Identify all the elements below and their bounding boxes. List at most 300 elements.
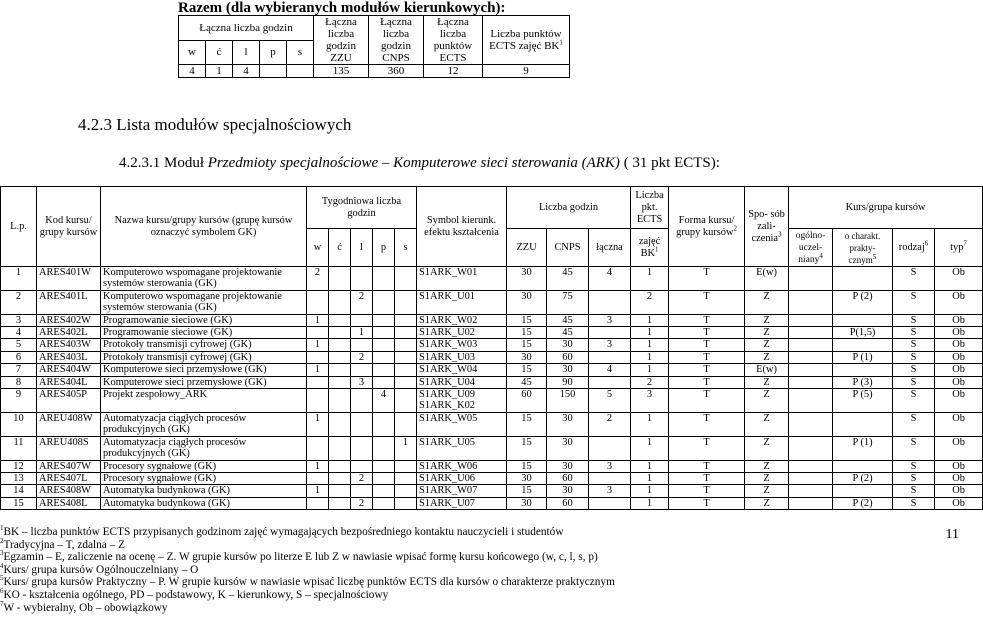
cell-ogol [789, 327, 833, 339]
cell-c [329, 314, 351, 326]
cell-sposob: E(w) [745, 267, 789, 291]
cell-sposob: Z [745, 472, 789, 484]
cell-s [395, 497, 417, 509]
cell-cnps: 45 [547, 267, 589, 291]
header-ects: Liczba pkt. ECTS [631, 187, 669, 229]
cell-ogol [789, 412, 833, 436]
cell-forma: T [669, 351, 745, 363]
cell-rodzaj: S [893, 485, 935, 497]
cell-laczna [589, 497, 631, 509]
summary-value: 360 [369, 65, 424, 78]
summary-header-zzu: Łączna liczba godzin ZZU [314, 16, 369, 65]
cell-nazwa: Automatyka budynkowa (GK) [101, 485, 307, 497]
summary-value: 4 [233, 65, 260, 78]
cell-l [351, 460, 373, 472]
cell-kod: ARES407L [37, 472, 101, 484]
cell-p [373, 436, 395, 460]
cell-sposob: Z [745, 412, 789, 436]
cell-cnps: 30 [547, 339, 589, 351]
cell-ogol [789, 351, 833, 363]
cell-rodzaj: S [893, 267, 935, 291]
cell-bk: 1 [631, 327, 669, 339]
cell-kod: ARES407W [37, 460, 101, 472]
cell-symbol: S1ARK_U01 [417, 290, 507, 314]
cell-nazwa: Komputerowo wspomagane projektowanie systemów sterowania (GK) [101, 267, 307, 291]
cell-rodzaj: S [893, 327, 935, 339]
cell-cnps: 30 [547, 364, 589, 376]
cell-zzu: 15 [507, 327, 547, 339]
cell-nazwa: Automatyka budynkowa (GK) [101, 497, 307, 509]
cell-cnps: 30 [547, 485, 589, 497]
summary-value [260, 65, 287, 78]
header-p: p [373, 229, 395, 267]
cell-zzu: 15 [507, 485, 547, 497]
cell-zzu: 15 [507, 364, 547, 376]
cell-forma: T [669, 376, 745, 388]
summary-value: 135 [314, 65, 369, 78]
cell-kod: ARES405P [37, 389, 101, 413]
cell-c [329, 364, 351, 376]
summary-header-cnps: Łączna liczba godzin CNPS [369, 16, 424, 65]
cell-nazwa: Programowanie sieciowe (GK) [101, 314, 307, 326]
cell-zzu: 30 [507, 497, 547, 509]
cell-zzu: 30 [507, 290, 547, 314]
cell-ogol [789, 472, 833, 484]
cell-forma: T [669, 436, 745, 460]
footnote-3: $^3$Egzamin – E, zaliczenie na ocenę – Z. W grupie kursów po literze E lub Z w nawiasie wpisać formę kursu końcowego (w, c, l, s, p) [0, 549, 598, 564]
summary-value: 9 [483, 65, 570, 78]
cell-prakt [833, 339, 893, 351]
cell-l [351, 364, 373, 376]
cell-ogol [789, 485, 833, 497]
cell-kod: ARES404W [37, 364, 101, 376]
header-kod: Kod kursu/ grupy kursów [37, 187, 101, 267]
cell-cnps: 45 [547, 314, 589, 326]
cell-p [373, 351, 395, 363]
cell-typ: Ob [935, 436, 983, 460]
cell-lp: 4 [1, 327, 37, 339]
cell-l [351, 436, 373, 460]
cell-s [395, 460, 417, 472]
cell-rodzaj: S [893, 351, 935, 363]
cell-laczna [589, 376, 631, 388]
cell-w: 1 [307, 460, 329, 472]
cell-cnps: 150 [547, 389, 589, 413]
cell-prakt [833, 485, 893, 497]
cell-w [307, 436, 329, 460]
footnote-7: $^7$W - wybieralny, Ob – obowiązkowy [0, 599, 168, 614]
cell-l [351, 267, 373, 291]
cell-w: 1 [307, 314, 329, 326]
cell-sposob: Z [745, 436, 789, 460]
cell-kod: ARES402W [37, 314, 101, 326]
header-zzu: ZZU [507, 229, 547, 267]
cell-forma: T [669, 327, 745, 339]
cell-prakt [833, 267, 893, 291]
cell-nazwa: Automatyzacja ciągłych procesów produkcyjnych (GK) [101, 436, 307, 460]
cell-sposob: Z [745, 351, 789, 363]
cell-kod: AREU408W [37, 412, 101, 436]
cell-bk: 1 [631, 267, 669, 291]
cell-kod: ARES401L [37, 290, 101, 314]
cell-rodzaj: S [893, 389, 935, 413]
cell-bk: 1 [631, 497, 669, 509]
header-godzin: Liczba godzin [507, 187, 631, 229]
cell-cnps: 45 [547, 327, 589, 339]
cell-sposob: Z [745, 314, 789, 326]
cell-laczna: 4 [589, 364, 631, 376]
cell-c [329, 290, 351, 314]
cell-cnps: 30 [547, 436, 589, 460]
cell-lp: 14 [1, 485, 37, 497]
cell-forma: T [669, 485, 745, 497]
cell-s [395, 472, 417, 484]
cell-forma: T [669, 364, 745, 376]
cell-w: 1 [307, 412, 329, 436]
cell-prakt: P (2) [833, 472, 893, 484]
cell-s [395, 351, 417, 363]
cell-forma: T [669, 290, 745, 314]
cell-symbol: S1ARK_U06 [417, 472, 507, 484]
cell-zzu: 15 [507, 460, 547, 472]
footnote-5: $^5$Kurs/ grupa kursów Praktyczny – P. W grupie kursów w nawiasie wpisać liczbę punktów ECTS dla kursów o charakterze praktycznym [0, 574, 615, 589]
cell-rodzaj: S [893, 364, 935, 376]
cell-laczna: 3 [589, 460, 631, 472]
header-tyg: Tygodniowa liczba godzin [307, 187, 417, 229]
cell-typ: Ob [935, 314, 983, 326]
summary-header-total: Łączna liczba godzin [179, 16, 314, 41]
cell-forma: T [669, 389, 745, 413]
cell-w [307, 497, 329, 509]
summary-table [178, 15, 570, 78]
cell-lp: 2 [1, 290, 37, 314]
cell-sposob: Z [745, 485, 789, 497]
cell-cnps: 30 [547, 412, 589, 436]
cell-sposob: Z [745, 460, 789, 472]
cell-s [395, 290, 417, 314]
cell-s [395, 267, 417, 291]
cell-laczna: 4 [589, 267, 631, 291]
summary-value: 4 [179, 65, 206, 78]
cell-p [373, 290, 395, 314]
cell-prakt: P (5) [833, 389, 893, 413]
cell-c [329, 376, 351, 388]
table-row [1, 351, 983, 363]
cell-symbol: S1ARK_W06 [417, 460, 507, 472]
cell-nazwa: Programowanie sieciowe (GK) [101, 327, 307, 339]
table-row [1, 472, 983, 484]
cell-sposob: Z [745, 339, 789, 351]
cell-bk: 1 [631, 472, 669, 484]
cell-lp: 15 [1, 497, 37, 509]
cell-s [395, 364, 417, 376]
cell-symbol: S1ARK_U04 [417, 376, 507, 388]
cell-rodzaj: S [893, 290, 935, 314]
table-row [1, 497, 983, 509]
cell-kod: ARES401W [37, 267, 101, 291]
cell-ogol [789, 314, 833, 326]
cell-sposob: Z [745, 327, 789, 339]
cell-kod: ARES404L [37, 376, 101, 388]
cell-zzu: 60 [507, 389, 547, 413]
cell-typ: Ob [935, 389, 983, 413]
cell-kod: ARES403L [37, 351, 101, 363]
header-sposob: Spo- sób zali- czenia$^3$ [745, 187, 789, 267]
cell-forma: T [669, 339, 745, 351]
summary-header-ects: Łączna liczba punktów ECTS [424, 16, 483, 65]
cell-forma: T [669, 267, 745, 291]
cell-symbol: S1ARK_W07 [417, 485, 507, 497]
cell-prakt: P (1) [833, 351, 893, 363]
cell-l: 3 [351, 376, 373, 388]
table-row [1, 364, 983, 376]
cell-rodzaj: S [893, 339, 935, 351]
cell-laczna: 3 [589, 339, 631, 351]
cell-symbol: S1ARK_W02 [417, 314, 507, 326]
cell-c [329, 339, 351, 351]
cell-forma: T [669, 472, 745, 484]
cell-bk: 1 [631, 314, 669, 326]
cell-p [373, 412, 395, 436]
cell-laczna [589, 290, 631, 314]
cell-ogol [789, 376, 833, 388]
cell-nazwa: Komputerowe sieci przemysłowe (GK) [101, 376, 307, 388]
cell-s [395, 412, 417, 436]
header-cnps: CNPS [547, 229, 589, 267]
cell-c [329, 460, 351, 472]
cell-nazwa: Procesory sygnałowe (GK) [101, 472, 307, 484]
cell-symbol: S1ARK_U02 [417, 327, 507, 339]
cell-w: 1 [307, 485, 329, 497]
cell-symbol: S1ARK_U09 S1ARK_K02 [417, 389, 507, 413]
cell-kod: ARES402L [37, 327, 101, 339]
cell-nazwa: Automatyzacja ciągłych procesów produkcyjnych (GK) [101, 412, 307, 436]
header-grupa: Kurs/grupa kursów [789, 187, 983, 229]
cell-typ: Ob [935, 472, 983, 484]
cell-cnps: 60 [547, 497, 589, 509]
cell-c [329, 497, 351, 509]
cell-l: 2 [351, 290, 373, 314]
footnote-4: $^4$Kurs/ grupa kursów Ogólnouczelniany – O [0, 562, 199, 576]
table-row [1, 290, 983, 314]
cell-prakt [833, 314, 893, 326]
page-number: 11 [945, 527, 959, 542]
cell-w [307, 376, 329, 388]
cell-lp: 9 [1, 389, 37, 413]
cell-prakt: P(1,5) [833, 327, 893, 339]
cell-c [329, 327, 351, 339]
cell-l [351, 314, 373, 326]
cell-typ: Ob [935, 339, 983, 351]
header-forma: Forma kursu/ grupy kursów$^2$ [669, 187, 745, 267]
table-row [1, 389, 983, 413]
cell-laczna: 5 [589, 389, 631, 413]
header-c: ć [329, 229, 351, 267]
section-heading: 4.2.3 Lista modułów specjalnościowych [78, 115, 352, 134]
cell-symbol: S1ARK_W04 [417, 364, 507, 376]
cell-w [307, 472, 329, 484]
cell-laczna [589, 327, 631, 339]
cell-bk: 1 [631, 460, 669, 472]
cell-w: 2 [307, 267, 329, 291]
cell-rodzaj: S [893, 412, 935, 436]
header-s: s [395, 229, 417, 267]
cell-lp: 8 [1, 376, 37, 388]
cell-p [373, 339, 395, 351]
cell-c [329, 485, 351, 497]
cell-laczna: 3 [589, 485, 631, 497]
cell-prakt [833, 364, 893, 376]
cell-cnps: 75 [547, 290, 589, 314]
cell-typ: Ob [935, 290, 983, 314]
cell-kod: AREU408S [37, 436, 101, 460]
cell-lp: 11 [1, 436, 37, 460]
summary-value: 12 [424, 65, 483, 78]
cell-laczna [589, 436, 631, 460]
cell-s: 1 [395, 436, 417, 460]
summary-sub-p: p [260, 40, 287, 65]
cell-sposob: Z [745, 376, 789, 388]
cell-kod: ARES408L [37, 497, 101, 509]
cell-c [329, 267, 351, 291]
cell-typ: Ob [935, 364, 983, 376]
summary-sub-s: s [287, 40, 314, 65]
cell-sposob: E(w) [745, 364, 789, 376]
cell-prakt: P (3) [833, 376, 893, 388]
cell-l [351, 389, 373, 413]
cell-l: 1 [351, 327, 373, 339]
cell-l: 2 [351, 351, 373, 363]
cell-bk: 1 [631, 364, 669, 376]
cell-typ: Ob [935, 327, 983, 339]
cell-cnps: 60 [547, 472, 589, 484]
cell-cnps: 90 [547, 376, 589, 388]
header-l: l [351, 229, 373, 267]
cell-w [307, 389, 329, 413]
cell-typ: Ob [935, 351, 983, 363]
cell-forma: T [669, 314, 745, 326]
cell-bk: 2 [631, 290, 669, 314]
cell-rodzaj: S [893, 497, 935, 509]
cell-prakt [833, 460, 893, 472]
cell-w [307, 327, 329, 339]
cell-lp: 13 [1, 472, 37, 484]
cell-w [307, 290, 329, 314]
summary-sub-w: w [179, 40, 206, 65]
cell-rodzaj: S [893, 472, 935, 484]
cell-symbol: S1ARK_W03 [417, 339, 507, 351]
cell-symbol: S1ARK_U05 [417, 436, 507, 460]
table-row [1, 412, 983, 436]
cell-sposob: Z [745, 497, 789, 509]
summary-title: Razem (dla wybieranych modułów kierunkowych): [178, 0, 506, 16]
cell-nazwa: Protokoły transmisji cyfrowej (GK) [101, 339, 307, 351]
summary-sub-l: l [233, 40, 260, 65]
cell-forma: T [669, 412, 745, 436]
header-w: w [307, 229, 329, 267]
cell-p [373, 267, 395, 291]
cell-typ: Ob [935, 376, 983, 388]
cell-nazwa: Komputerowo wspomagane projektowanie systemów sterowania (GK) [101, 290, 307, 314]
cell-s [395, 376, 417, 388]
cell-zzu: 15 [507, 436, 547, 460]
cell-w: 1 [307, 364, 329, 376]
summary-sub-c: ć [206, 40, 233, 65]
cell-c [329, 351, 351, 363]
cell-typ: Ob [935, 267, 983, 291]
cell-l: 2 [351, 497, 373, 509]
cell-bk: 2 [631, 376, 669, 388]
module-heading: 4.2.3.1 Moduł Przedmioty specjalnościowe – Komputerowe sieci sterowania (ARK) ( 31 pkt ECTS): [119, 155, 720, 171]
cell-w [307, 351, 329, 363]
header-typ: typ$^7$ [935, 229, 983, 267]
header-praktyczny: o charakt. prakty- cznym$^5$ [833, 229, 893, 267]
cell-rodzaj: S [893, 436, 935, 460]
cell-lp: 1 [1, 267, 37, 291]
header-rodzaj: rodzaj$^6$ [893, 229, 935, 267]
cell-typ: Ob [935, 497, 983, 509]
cell-laczna: 2 [589, 412, 631, 436]
cell-bk: 1 [631, 339, 669, 351]
cell-sposob: Z [745, 389, 789, 413]
table-row [1, 436, 983, 460]
cell-w: 1 [307, 339, 329, 351]
cell-symbol: S1ARK_U03 [417, 351, 507, 363]
cell-symbol: S1ARK_W01 [417, 267, 507, 291]
cell-nazwa: Procesory sygnałowe (GK) [101, 460, 307, 472]
footnote-2: $^2$Tradycyjna – T, zdalna – Z [0, 536, 126, 551]
cell-sposob: Z [745, 290, 789, 314]
cell-ogol [789, 339, 833, 351]
cell-s [395, 389, 417, 413]
table-row [1, 460, 983, 472]
cell-s [395, 485, 417, 497]
cell-ogol [789, 497, 833, 509]
cell-s [395, 339, 417, 351]
cell-prakt: P (2) [833, 497, 893, 509]
header-laczna: łączna [589, 229, 631, 267]
cell-s [395, 314, 417, 326]
cell-zzu: 15 [507, 314, 547, 326]
cell-rodzaj: S [893, 376, 935, 388]
cell-lp: 6 [1, 351, 37, 363]
footnote-6: $^6$KO - kształcenia ogólnego, PD – podstawowy, K – kierunkowy, S – specjalnościowy [0, 587, 389, 601]
cell-cnps: 60 [547, 351, 589, 363]
cell-prakt: P (2) [833, 290, 893, 314]
cell-zzu: 30 [507, 351, 547, 363]
cell-cnps: 30 [547, 460, 589, 472]
table-row [1, 376, 983, 388]
header-nazwa: Nazwa kursu/grupy kursów (grupę kursów oznaczyć symbolem GK) [101, 187, 307, 267]
cell-nazwa: Projekt zespołowy_ARK [101, 389, 307, 413]
cell-ogol [789, 460, 833, 472]
table-row [1, 339, 983, 351]
cell-laczna: 3 [589, 314, 631, 326]
header-ogolno: ogólno- uczel- niany$^4$ [789, 229, 833, 267]
cell-rodzaj: S [893, 460, 935, 472]
cell-c [329, 472, 351, 484]
cell-ogol [789, 436, 833, 460]
cell-lp: 12 [1, 460, 37, 472]
cell-laczna [589, 472, 631, 484]
cell-bk: 1 [631, 412, 669, 436]
cell-zzu: 15 [507, 412, 547, 436]
cell-nazwa: Komputerowe sieci przemysłowe (GK) [101, 364, 307, 376]
cell-p [373, 460, 395, 472]
cell-typ: Ob [935, 412, 983, 436]
cell-laczna [589, 351, 631, 363]
cell-lp: 10 [1, 412, 37, 436]
